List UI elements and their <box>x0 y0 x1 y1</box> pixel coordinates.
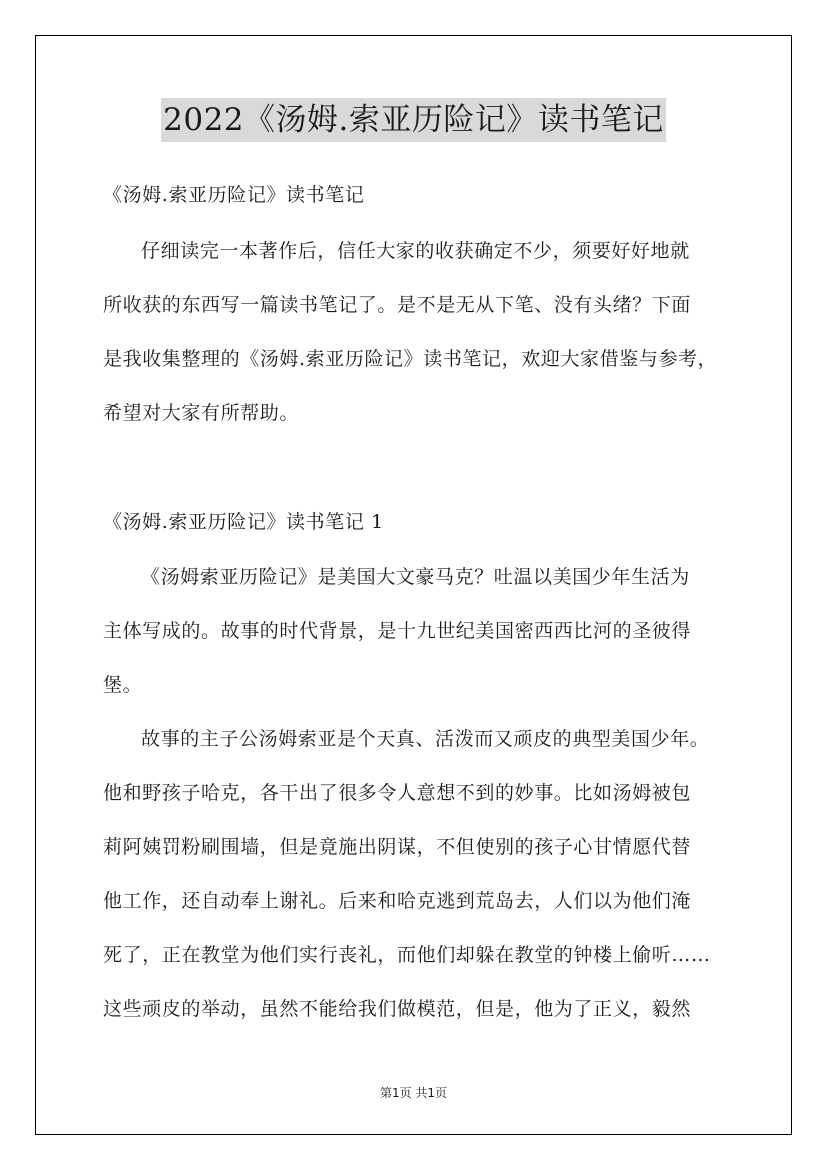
para2-line-6: 这些顽皮的举动，虽然不能给我们做模范，但是，他为了正义，毅然 <box>103 998 692 1020</box>
title-container <box>0 98 827 142</box>
para2-line-1: 故事的主子公汤姆索亚是个天真、活泼而又顽皮的典型美国少年。 <box>141 728 710 750</box>
para1-line-3: 堡。 <box>103 674 143 696</box>
para1-line-1: 《汤姆索亚历险记》是美国大文豪马克？吐温以美国少年生活为 <box>141 566 690 588</box>
intro-line-2: 所收获的东西写一篇读书笔记了。是不是无从下笔、没有头绪？下面 <box>103 294 692 316</box>
document-title: 2022《汤姆.索亚历险记》读书笔记 <box>161 98 666 142</box>
subtitle: 《汤姆.索亚历险记》读书笔记 <box>103 184 365 206</box>
intro-line-3: 是我收集整理的《汤姆.索亚历险记》读书笔记，欢迎大家借鉴与参考， <box>103 348 718 370</box>
para2-line-2: 他和野孩子哈克，各干出了很多令人意想不到的妙事。比如汤姆被包 <box>103 782 692 804</box>
para2-line-5: 死了，正在教堂为他们实行丧礼，而他们却躲在教堂的钟楼上偷听…… <box>103 944 711 966</box>
section-heading: 《汤姆.索亚历险记》读书笔记 1 <box>103 511 384 533</box>
intro-line-1: 仔细读完一本著作后，信任大家的收获确定不少，须要好好地就 <box>141 240 690 262</box>
para2-line-4: 他工作，还自动奉上谢礼。后来和哈克逃到荒岛去，人们以为他们淹 <box>103 890 692 912</box>
para1-line-2: 主体写成的。故事的时代背景，是十九世纪美国密西西比河的圣彼得 <box>103 620 692 642</box>
intro-line-4: 希望对大家有所帮助。 <box>103 402 300 424</box>
para2-line-3: 莉阿姨罚粉刷围墙，但是竟施出阴谋，不但使别的孩子心甘情愿代替 <box>103 836 692 858</box>
page-number: 第1页 共1页 <box>379 1086 448 1100</box>
